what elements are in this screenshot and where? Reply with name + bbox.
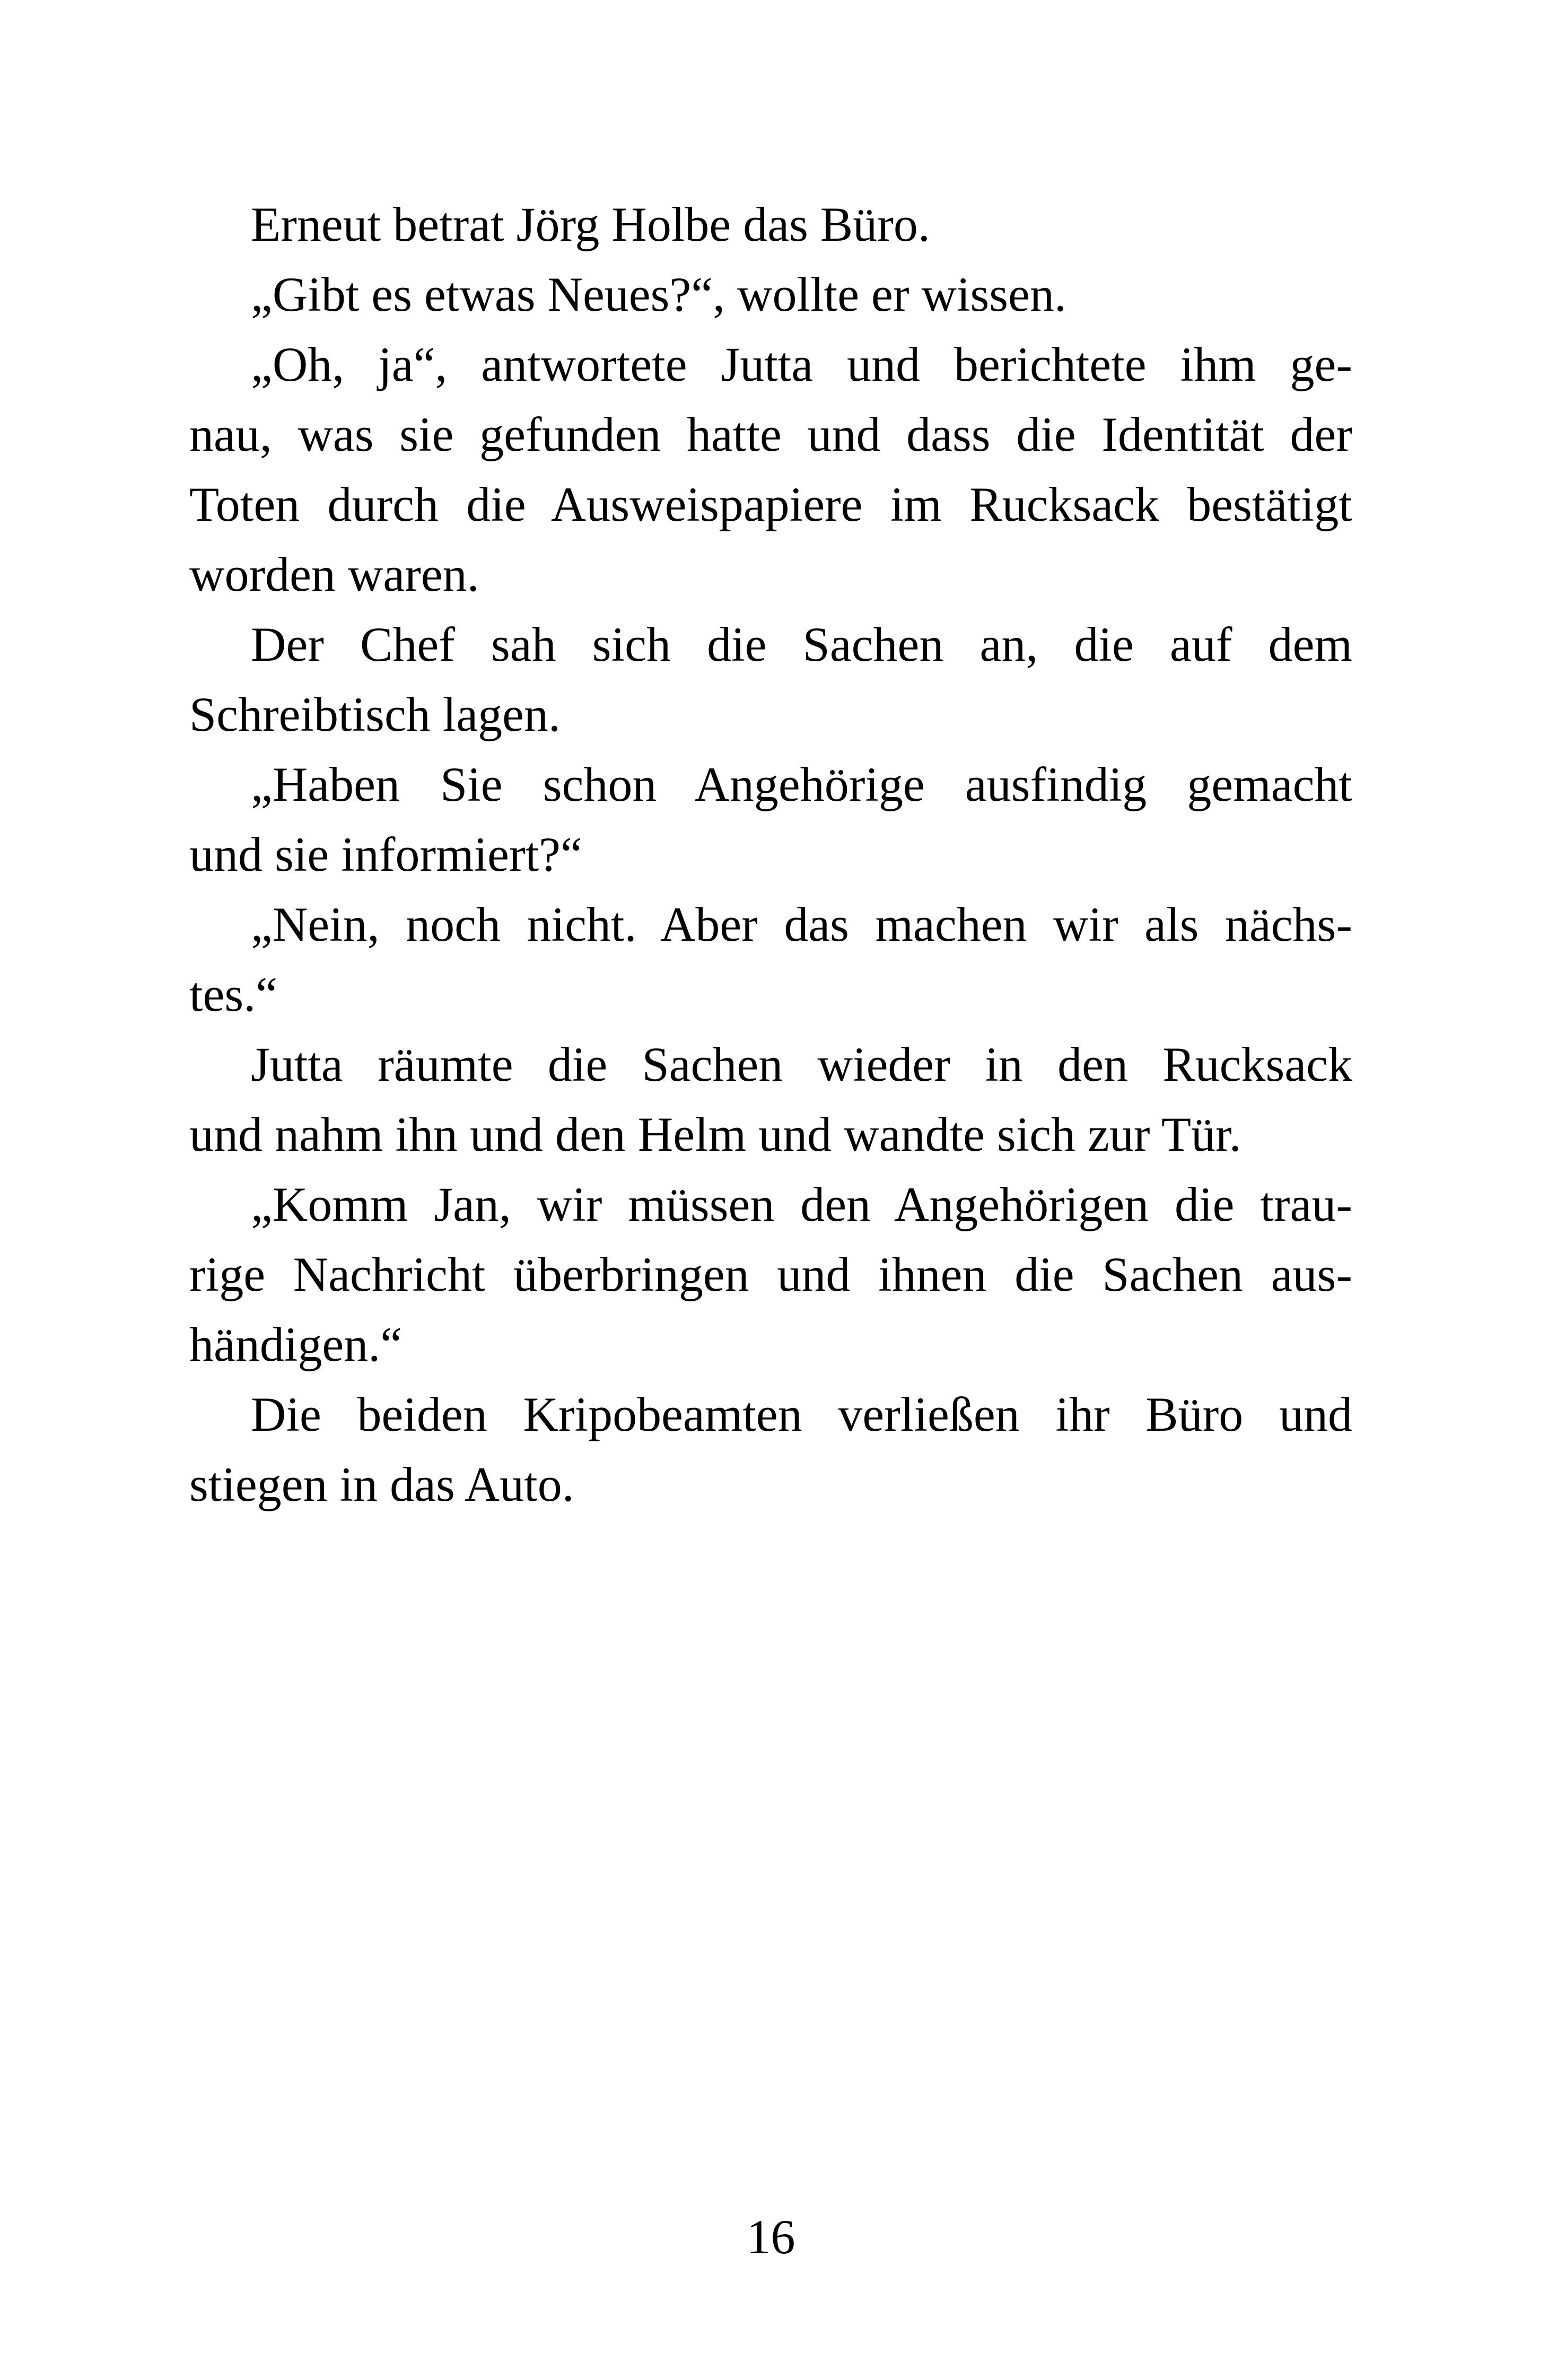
page-number: 16 [746, 2210, 795, 2264]
text-line: und sie informiert?“ [189, 827, 582, 881]
text-line: nau, was sie gefunden hatte und dass die Identität der [189, 407, 1352, 461]
text-line: tes.“ [189, 967, 278, 1021]
text-line: rige Nachricht überbringen und ihnen die Sachen aus- [189, 1247, 1352, 1301]
text-line: „Nein, noch nicht. Aber das machen wir als nächs- [251, 897, 1352, 951]
text-line: Jutta räumte die Sachen wieder in den Rucksack [251, 1037, 1352, 1091]
text-line: Toten durch die Ausweispapiere im Rucksack bestätigt [189, 477, 1352, 531]
text-line: stiegen in das Auto. [189, 1457, 574, 1511]
text-line: „Oh, ja“, antwortete Jutta und berichtete ihm ge- [251, 337, 1352, 391]
text-line: „Haben Sie schon Angehörige ausfindig gemacht [251, 757, 1352, 811]
text-line: Schreibtisch lagen. [189, 687, 561, 741]
text-line: Der Chef sah sich die Sachen an, die auf dem [251, 617, 1352, 671]
text-line: worden waren. [189, 547, 479, 601]
text-line: Erneut betrat Jörg Holbe das Büro. [251, 197, 930, 251]
text-line: händigen.“ [189, 1317, 403, 1371]
text-line: „Komm Jan, wir müssen den Angehörigen die trau- [251, 1177, 1352, 1231]
text-line: Die beiden Kripobeamten verließen ihr Büro und [251, 1387, 1352, 1441]
text-line: „Gibt es etwas Neues?“, wollte er wissen. [251, 267, 1066, 321]
body-text [189, 189, 1352, 1519]
text-line: und nahm ihn und den Helm und wandte sich zur Tür. [189, 1107, 1241, 1161]
